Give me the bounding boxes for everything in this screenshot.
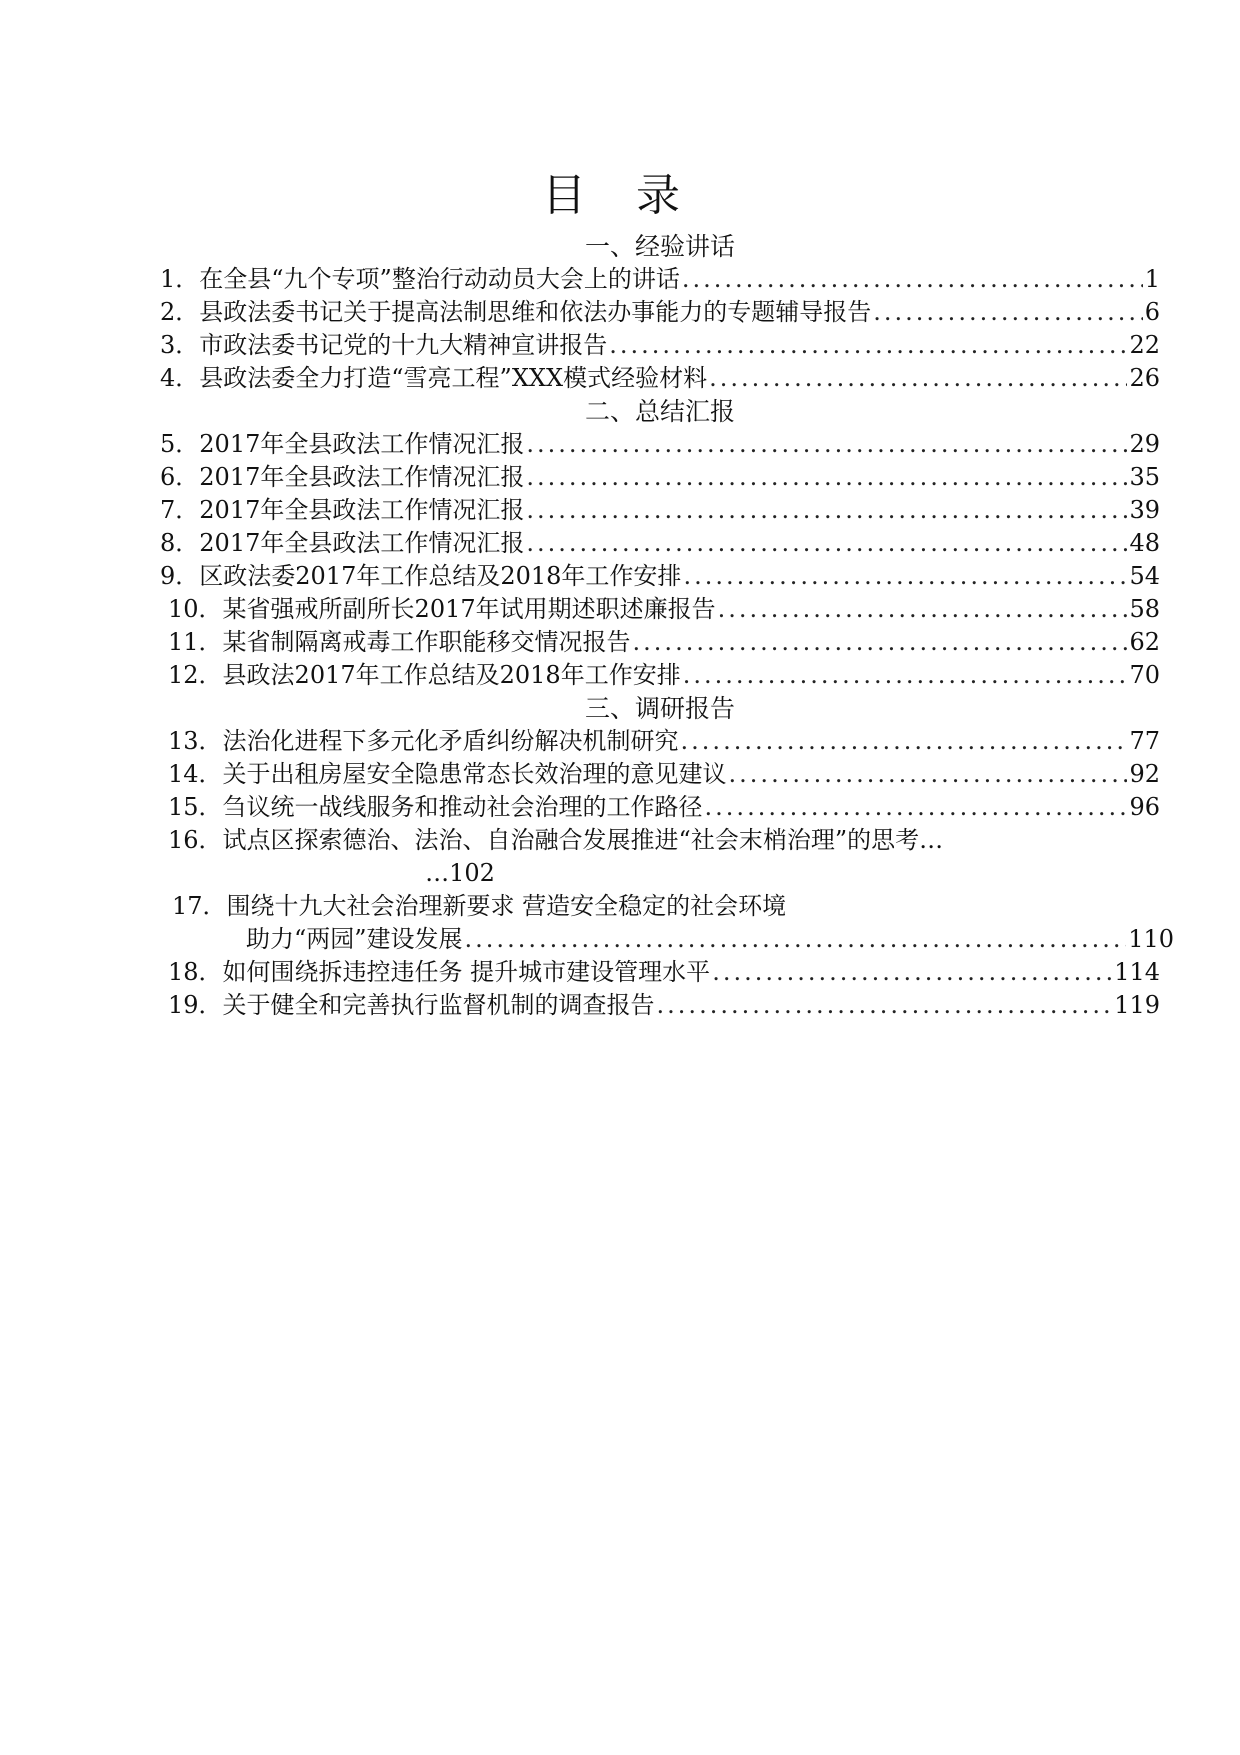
- toc-entry-title: 某省制隔离戒毒工作职能移交情况报告: [222, 628, 631, 656]
- section-heading-3: 三、调研报告: [584, 694, 735, 723]
- toc-entry-title: 2017年全县政法工作情况汇报: [199, 529, 525, 557]
- toc-entry-number: 3．: [160, 331, 200, 359]
- toc-entry-page: 62: [1129, 628, 1160, 656]
- toc-entry-page: 35: [1129, 463, 1160, 491]
- toc-entry[interactable]: [160, 461, 1160, 494]
- dot-leader: [526, 461, 1127, 494]
- toc-entry-title: 在全县“九个专项”整治行动动员大会上的讲话: [199, 265, 680, 293]
- dot-leader: [465, 923, 1127, 956]
- toc-entry-title: 市政法委书记党的十九大精神宣讲报告: [199, 331, 608, 359]
- toc-entry-title: 县政法委全力打造“雪亮工程”XXX模式经验材料: [199, 364, 708, 392]
- toc-entry-number: 2．: [160, 298, 200, 326]
- dot-leader: [633, 626, 1128, 659]
- toc-entry-page: 77: [1129, 727, 1160, 755]
- toc-entry-title: 2017年全县政法工作情况汇报: [199, 430, 525, 458]
- toc-entry-number: 7．: [160, 496, 200, 524]
- toc-entry[interactable]: [160, 494, 1160, 527]
- dot-leader: [609, 329, 1127, 362]
- toc-entry-number: 12．: [168, 661, 223, 689]
- dot-leader: [681, 725, 1128, 758]
- dot-leader: [683, 659, 1128, 692]
- dot-leader: [712, 956, 1112, 989]
- toc-entry-title-cont: 助力“两园”建设发展: [246, 925, 463, 953]
- toc-entry-number: 6．: [160, 463, 200, 491]
- toc-entry-16[interactable]: [160, 824, 1160, 857]
- toc-entry-number: 14．: [168, 760, 223, 788]
- toc-entry-title: 法治化进程下多元化矛盾纠纷解决机制研究: [222, 727, 679, 755]
- toc-entry-title: 关于出租房屋安全隐患常态长效治理的意见建议: [222, 760, 727, 788]
- toc-entry-page: 6: [1144, 298, 1160, 326]
- toc-entry-page: 54: [1129, 562, 1160, 590]
- dot-leader: [729, 758, 1128, 791]
- toc-entry-17-cont[interactable]: [160, 923, 1174, 956]
- dot-leader: [526, 494, 1127, 527]
- dot-leader: [526, 527, 1127, 560]
- toc-entry[interactable]: [160, 362, 1160, 395]
- toc-entry[interactable]: [160, 593, 1160, 626]
- toc-entry[interactable]: [160, 725, 1160, 758]
- toc-entry[interactable]: [160, 989, 1160, 1022]
- toc-entry-page: 119: [1114, 991, 1160, 1019]
- page-title: 目 录: [542, 170, 698, 221]
- toc-entry-page: 48: [1129, 529, 1160, 557]
- toc-entry-title: 某省强戒所副所长2017年试用期述职述廉报告: [222, 595, 716, 623]
- toc-entry-page: 96: [1129, 793, 1160, 821]
- toc-entry-page: 70: [1129, 661, 1160, 689]
- toc-entry[interactable]: [160, 758, 1160, 791]
- toc-entry-number: 16．: [168, 826, 223, 854]
- toc-entry[interactable]: [160, 296, 1160, 329]
- toc-entry-number: 19．: [168, 991, 223, 1019]
- toc-entry-page: 22: [1129, 331, 1160, 359]
- toc-entry-number: 9．: [160, 562, 200, 590]
- toc-entry-title: 关于健全和完善执行监督机制的调查报告: [222, 991, 655, 1019]
- toc-entry-title: 区政法委2017年工作总结及2018年工作安排: [199, 562, 682, 590]
- toc-entry[interactable]: [160, 791, 1160, 824]
- dot-leader: [657, 989, 1113, 1022]
- toc-entry[interactable]: [160, 659, 1160, 692]
- toc-entry[interactable]: [160, 329, 1160, 362]
- dot-leader: [526, 428, 1127, 461]
- toc-entry-number: 15．: [168, 793, 223, 821]
- table-of-contents: [160, 230, 1174, 1022]
- toc-entry-page: 114: [1114, 958, 1160, 986]
- toc-entry-title: 试点区探索德治、法治、自治融合发展推进“社会末梢治理”的思考…: [222, 826, 944, 854]
- toc-entry-page: 1: [1144, 265, 1160, 293]
- dot-leader: [682, 263, 1143, 296]
- dot-leader: [709, 362, 1127, 395]
- toc-entry-title: 围绕十九大社会治理新要求 营造安全稳定的社会环境: [226, 892, 787, 920]
- toc-entry-title: 2017年全县政法工作情况汇报: [199, 463, 525, 491]
- toc-entry-number: 17．: [172, 892, 227, 920]
- toc-entry-page: 39: [1129, 496, 1160, 524]
- toc-entry-page: 92: [1129, 760, 1160, 788]
- toc-entry-number: 1．: [160, 265, 200, 293]
- dot-leader: [683, 560, 1127, 593]
- toc-entry[interactable]: [160, 956, 1160, 989]
- toc-entry-number: 10．: [168, 595, 223, 623]
- toc-entry-number: 18．: [168, 958, 223, 986]
- toc-entry-number: 13．: [168, 727, 223, 755]
- toc-entry[interactable]: [160, 527, 1160, 560]
- toc-entry-page: 26: [1129, 364, 1160, 392]
- toc-entry-17[interactable]: [160, 890, 1160, 923]
- toc-entry[interactable]: [160, 428, 1160, 461]
- toc-entry-page: 58: [1129, 595, 1160, 623]
- toc-entry-title: 刍议统一战线服务和推动社会治理的工作路径: [222, 793, 703, 821]
- toc-entry-number: 8．: [160, 529, 200, 557]
- toc-entry-number: 4．: [160, 364, 200, 392]
- dot-leader: [873, 296, 1142, 329]
- toc-entry-number: 5．: [160, 430, 200, 458]
- toc-entry-title: 2017年全县政法工作情况汇报: [199, 496, 525, 524]
- toc-entry-number: 11．: [168, 628, 223, 656]
- toc-entry-16-page: …102: [425, 859, 495, 887]
- toc-entry-page: 110: [1128, 925, 1174, 953]
- toc-entry-title: 如何围绕拆违控违任务 提升城市建设管理水平: [222, 958, 711, 986]
- toc-entry[interactable]: [160, 263, 1160, 296]
- toc-entry-title: 县政法委书记关于提高法制思维和依法办事能力的专题辅导报告: [199, 298, 872, 326]
- dot-leader: [705, 791, 1128, 824]
- toc-entry-page: 29: [1129, 430, 1160, 458]
- toc-entry[interactable]: [160, 560, 1160, 593]
- toc-entry-title: 县政法2017年工作总结及2018年工作安排: [222, 661, 681, 689]
- toc-entry[interactable]: [160, 626, 1160, 659]
- dot-leader: [718, 593, 1128, 626]
- section-heading-2: 二、总结汇报: [584, 397, 735, 426]
- section-heading-1: 一、经验讲话: [584, 232, 735, 261]
